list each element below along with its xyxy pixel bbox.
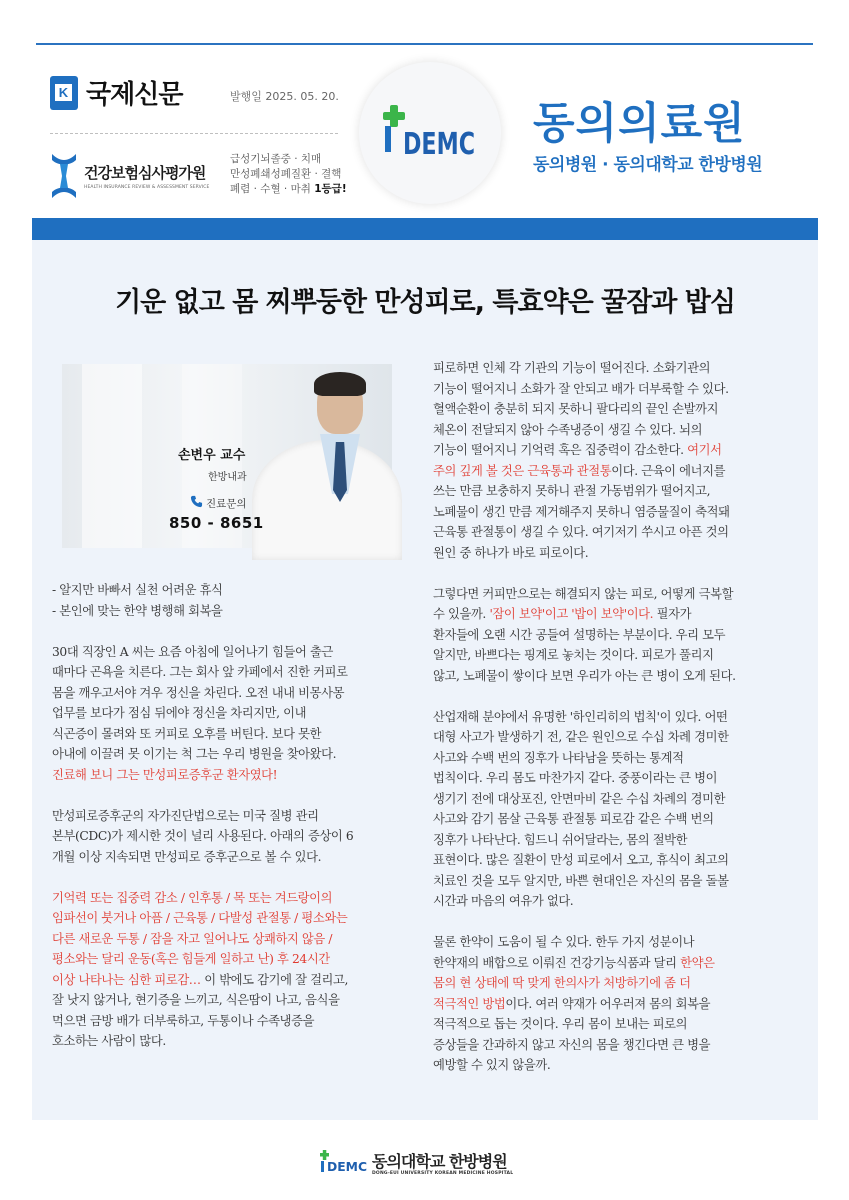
text-line: 본부(CDC)가 제시한 것이 널리 사용된다. 아래의 증상이 6 — [52, 829, 354, 843]
text-line: 그렇다면 커피만으로는 해결되지 않는 피로, 어떻게 극복할 — [433, 586, 734, 601]
text-line: 피로하면 인체 각 기관의 기능이 떨어진다. 소화기관의 — [433, 361, 711, 375]
hira-emblem-icon — [50, 152, 78, 200]
highlight-line: 진료해 보니 그는 만성피로증후군 환자였다! — [52, 767, 278, 782]
text-line: 징후가 나타난다. 힘드니 쉬어달라는, 몸의 절박한 — [433, 832, 688, 847]
text-line: 잘 낫지 않거나, 현기증을 느끼고, 식은땀이 나고, 음식을 — [52, 993, 340, 1007]
text-line: 적극적인 방법이다. 여러 약재가 어우러져 몸의 회복을 — [433, 996, 711, 1011]
demc-logo-icon — [383, 102, 479, 168]
text-line: 먹으면 금방 배가 더부룩하고, 두통이나 수족냉증을 — [52, 1013, 315, 1028]
text-line: 생기기 전에 대상포진, 안면마비 같은 수십 차례의 경미한 — [433, 791, 726, 806]
doctor-phone: 850 - 8651 — [169, 514, 264, 532]
highlight-line: 몸의 현 상태에 딱 맞게 한의사가 처방하기에 좀 더 — [433, 976, 691, 990]
hospital-title: 동의의료원 — [533, 99, 746, 149]
bullet: - 본인에 맞는 한약 병행해 회복을 — [52, 603, 223, 618]
text-line: 기능이 떨어지니 소화가 잘 안되고 배가 더부룩할 수 있다. — [433, 381, 729, 396]
svg-text:DEMC: DEMC — [403, 127, 475, 162]
hospital-subtitle: 동의병원 · 동의대학교 한방병원 — [533, 155, 763, 175]
text-line: 노폐물이 생긴 만큼 제거해주지 못하니 염증물질이 축적돼 — [433, 504, 730, 519]
text-line: 알지만, 바쁘다는 핑계로 놓치는 것이다. 피로가 풀리지 — [433, 648, 714, 662]
hira-english: HEALTH INSURANCE REVIEW & ASSESSMENT SERVICE — [84, 185, 210, 190]
highlight-line: 기억력 또는 집중력 감소 / 인후통 / 목 또는 겨드랑이의 — [52, 890, 333, 905]
text-line: 이상 나타나는 심한 피로감… 이 밖에도 감기에 잘 걸리고, — [52, 972, 349, 987]
bullet: - 알지만 바빠서 실천 어려운 휴식 — [52, 583, 223, 597]
text-line: 식곤증이 몰려와 또 커피로 오후를 버틴다. 보다 못한 — [52, 726, 322, 741]
newspaper-logo — [50, 74, 182, 111]
text-line: 증상들을 간과하지 않고 자신의 몸을 챙긴다면 큰 병을 — [433, 1037, 711, 1052]
text-line: 환자들에 오랜 시간 공들여 설명하는 부분이다. 우리 모두 — [433, 627, 726, 642]
article-left-column — [52, 580, 404, 1052]
text-line: 시간과 마음의 여유가 없다. — [433, 894, 574, 908]
text-line: 한약재의 배합으로 이뤄진 건강기능식품과 달리 한약은 — [433, 955, 715, 970]
text-line: 혈액순환이 충분히 되지 못하니 팔다리의 끝인 손발까지 — [433, 402, 719, 416]
newspaper-logo-mark: K — [50, 76, 78, 110]
dashed-divider — [50, 133, 338, 134]
text-line: 30대 직장인 A 씨는 요즘 아침에 일어나기 힘들어 출근 — [52, 644, 333, 659]
blue-band — [32, 218, 818, 240]
text-line: 몸을 깨우고서야 겨우 정신을 차린다. 오전 내내 비몽사몽 — [52, 685, 345, 700]
text-line: 대형 사고가 발생하기 전, 같은 원인으로 수십 차례 경미한 — [433, 730, 729, 744]
text-line: 만성피로증후군의 자가진단법으로는 미국 질병 관리 — [52, 808, 319, 823]
phone-icon — [190, 495, 203, 511]
doctor-department: 한방내과 — [208, 472, 247, 483]
highlight-line: 평소와는 달리 운동(혹은 힘들게 일하고 난) 후 24시간 — [52, 952, 330, 966]
text-line: 근육통 관절통이 생길 수 있다. 여기저기 쑤시고 아픈 것의 — [433, 525, 729, 539]
text-line: 산업재해 분야에서 유명한 '하인리히의 법칙'이 있다. 어떤 — [433, 709, 728, 724]
grade-info: 급성기뇌졸중 · 치매 만성폐쇄성폐질환 · 결핵 폐렴 · 수혈 · 마취 1등급! — [230, 153, 347, 195]
footer-english: DONG-EUI UNIVERSITY KOREAN MEDICINE HOSPITAL — [372, 1170, 514, 1176]
text-line: 수 있을까. '잠이 보약'이고 '밥이 보약'이다. 필자가 — [433, 607, 692, 621]
text-line: 주의 깊게 볼 것은 근육통과 관절통이다. 근육이 에너지를 — [433, 463, 726, 478]
text-line: 사고와 수백 번의 징후가 나타남을 뜻하는 통계적 — [433, 750, 684, 765]
text-line: 업무를 보다가 점심 뒤에야 정신을 차리지만, 이내 — [52, 706, 307, 720]
text-line: 개월 이상 지속되면 만성피로 증후군으로 볼 수 있다. — [52, 849, 322, 864]
hira-logo — [50, 152, 209, 200]
doctor-name: 손변우 교수 — [178, 448, 246, 463]
demc-logo-circle — [359, 62, 501, 204]
top-rule — [36, 43, 813, 45]
footer-logo — [320, 1150, 513, 1178]
hira-name: 건강보험심사평가원 — [84, 164, 206, 182]
text-line: 아내에 이끌려 못 이기는 척 그는 우리 병원을 찾아왔다. — [52, 747, 337, 761]
article-right-column — [433, 358, 798, 1076]
highlight-line: 임파선이 붓거나 아픔 / 근육통 / 다발성 관절통 / 평소와는 — [52, 911, 348, 925]
svg-text:DEMC: DEMC — [327, 1160, 368, 1174]
text-line: 적극적으로 돕는 것이다. 우리 몸이 보내는 피로의 — [433, 1017, 688, 1031]
text-line: 않고, 노폐물이 쌓이다 보면 우리가 아는 큰 병이 오게 된다. — [433, 668, 736, 683]
text-line: 법칙이다. 우리 몸도 마찬가지 같다. 중풍이라는 큰 병이 — [433, 771, 718, 785]
newspaper-name: 국제신문 — [86, 80, 183, 110]
text-line: 물론 한약이 도움이 될 수 있다. 한두 가지 성분이나 — [433, 935, 695, 949]
issue-date: 발행일 2025. 05. 20. — [230, 90, 339, 103]
text-line: 기능이 떨어지니 기억력 혹은 집중력이 감소한다. 여기서 — [433, 443, 722, 457]
text-line: 표현이다. 많은 질환이 만성 피로에서 오고, 휴식이 최고의 — [433, 853, 729, 867]
demc-small-logo-icon — [320, 1150, 368, 1178]
text-line: 호소하는 사람이 많다. — [52, 1034, 166, 1048]
text-line: 때마다 곤욕을 치른다. 그는 회사 앞 카페에서 진한 커피로 — [52, 665, 348, 679]
highlight-line: 다른 새로운 두통 / 잠을 자고 일어나도 상쾌하지 않음 / — [52, 931, 333, 946]
footer-name: 동의대학교 한방병원 — [372, 1151, 507, 1171]
text-line: 예방할 수 있지 않을까. — [433, 1058, 551, 1072]
text-line: 원인 중 하나가 바로 피로이다. — [433, 545, 589, 560]
inquiry-label: 진료문의 — [190, 495, 247, 511]
article-headline: 기운 없고 몸 찌뿌둥한 만성피로, 특효약은 꿀잠과 밥심 — [115, 287, 735, 318]
text-line: 치료인 것을 모두 알지만, 바쁜 현대인은 자신의 몸을 돌볼 — [433, 873, 729, 888]
text-line: 사고와 감기 몸살 근육통 관절통 피로감 같은 수백 번의 — [433, 812, 714, 826]
text-line: 쓰는 만큼 보충하지 못하니 관절 가동범위가 떨어지고, — [433, 484, 711, 498]
text-line: 체온이 전달되지 않아 수족냉증이 생길 수 있다. 뇌의 — [433, 422, 703, 437]
doctor-photo — [62, 364, 392, 548]
